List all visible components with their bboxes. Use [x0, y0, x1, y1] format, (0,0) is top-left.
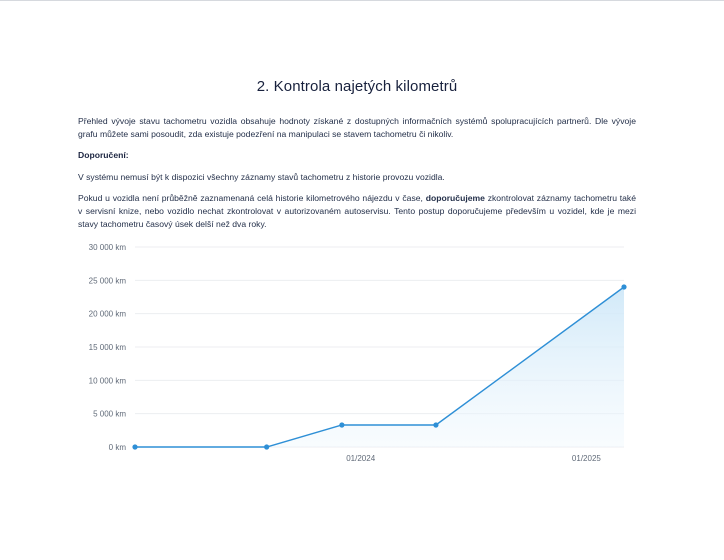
recommendation-emphasis: doporučujeme: [425, 193, 485, 204]
y-tick-label: 25 000 km: [88, 276, 126, 286]
mileage-section: [78, 78, 636, 239]
data-point: [621, 284, 626, 289]
section-title: 2. Kontrola najetých kilometrů: [256, 78, 458, 95]
data-point: [433, 422, 438, 427]
y-tick-label: 5 000 km: [93, 409, 126, 419]
recommendation-text-start: Pokud u vozidla není průběžně zaznamenaná celá historie kilometrového nájezdu v čase,: [78, 193, 426, 204]
y-tick-label: 10 000 km: [88, 376, 126, 386]
intro-paragraph: Přehled vývoje stavu tachometru vozidla obsahuje hodnoty získané z dostupných informačních systémů spolupracujících partnerů. Dle vývoje grafu můžete sami posoudit, zda existuje podezření na manipulaci se stavem tachometru či nikoliv.: [78, 116, 636, 139]
x-axis-ticks: [346, 454, 601, 463]
top-divider: [0, 0, 724, 1]
y-tick-label: 0 km: [108, 443, 126, 452]
recommendation-text-end: zkontrolovat záznamy tachometru také v servisní knize, nebo vozidlo nechat zkontrolovat v autorizovaném autoservisu. Tento postup doporučujeme především u vozidel, kde je mezi stavy tachometru časový úsek delší než dva roky.: [78, 193, 636, 229]
y-tick-label: 20 000 km: [88, 309, 126, 319]
data-point: [264, 444, 269, 449]
availability-note: V systému nemusí být k dispozici všechny záznamy stavů tachometru z historie provozu vozidla.: [78, 171, 445, 182]
y-axis-ticks: [89, 243, 127, 452]
x-tick-label: 01/2025: [571, 454, 601, 463]
recommendation-paragraph: [78, 192, 636, 230]
data-point: [132, 444, 137, 449]
mileage-chart: [78, 238, 638, 470]
y-tick-label: 30 000 km: [88, 243, 126, 252]
recommendation-heading: Doporučení:: [78, 150, 129, 161]
data-point: [339, 422, 344, 427]
mileage-area: [135, 287, 624, 447]
y-tick-label: 15 000 km: [88, 343, 126, 352]
x-tick-label: 01/2024: [346, 454, 376, 463]
